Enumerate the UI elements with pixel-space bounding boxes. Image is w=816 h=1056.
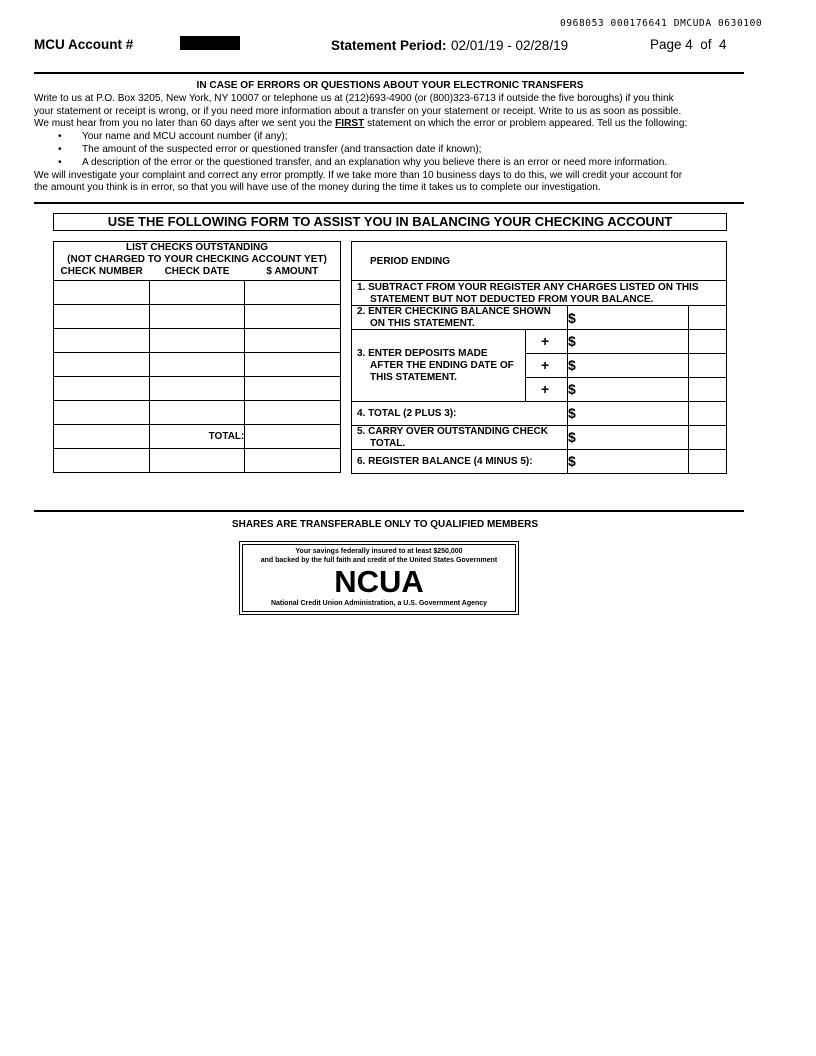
bullet-text: The amount of the suspected error or questioned transfer (and transaction date if known);: [82, 143, 482, 155]
ncua-logo-text: NCUA: [334, 564, 424, 599]
balance-form-title: USE THE FOLLOWING FORM TO ASSIST YOU IN BALANCING YOUR CHECKING ACCOUNT: [53, 213, 727, 231]
check-amount-cell[interactable]: [245, 449, 341, 473]
errors-notice-title: IN CASE OF ERRORS OR QUESTIONS ABOUT YOUR ELECTRONIC TRANSFERS: [196, 80, 584, 91]
divider-top: [34, 72, 744, 74]
table-row: [54, 401, 341, 425]
balancing-steps-box: [351, 241, 727, 474]
check-amount-cell[interactable]: [245, 377, 341, 401]
period-ending-divider: [352, 280, 726, 281]
step2-line1: 2. ENTER CHECKING BALANCE SHOWN: [357, 306, 551, 317]
checks-outstanding-table: [53, 280, 341, 473]
step1-line2: STATEMENT BUT NOT DEDUCTED FROM YOUR BALANCE.: [370, 294, 654, 305]
bullet-text: Your name and MCU account number (if any);: [82, 131, 288, 143]
check-number-cell[interactable]: [54, 449, 150, 473]
check-date-cell[interactable]: [149, 401, 245, 425]
table-row: [54, 305, 341, 329]
table-row: [54, 353, 341, 377]
step3-line3: THIS STATEMENT.: [370, 372, 457, 383]
check-date-cell[interactable]: [149, 305, 245, 329]
deposit3-dollar-sign: $: [568, 381, 576, 397]
check-number-cell[interactable]: [54, 281, 150, 305]
step5-amount-field[interactable]: [582, 426, 687, 448]
step5-dollar-sign: $: [568, 429, 576, 445]
table-row: [54, 329, 341, 353]
redacted-account-number: [180, 36, 240, 50]
ncua-line3: National Credit Union Administration, a U.S. Government Agency: [270, 600, 488, 607]
check-date-cell[interactable]: [149, 449, 245, 473]
check-date-cell[interactable]: [149, 377, 245, 401]
check-amount-cell[interactable]: [245, 353, 341, 377]
errors-bullet-list: [34, 131, 746, 169]
check-amount-cell[interactable]: [245, 329, 341, 353]
step1-line1: 1. SUBTRACT FROM YOUR REGISTER ANY CHARGES LISTED ON THIS: [357, 282, 699, 293]
account-label: MCU Account #: [34, 37, 134, 52]
check-number-cell[interactable]: [54, 425, 150, 449]
total-label: TOTAL:: [149, 425, 245, 449]
errors-line3-end: statement on which the error or problem appeared. Tell us the following:: [367, 118, 688, 130]
deposit1-dollar-sign: $: [568, 333, 576, 349]
shares-notice: SHARES ARE TRANSFERABLE ONLY TO QUALIFIED MEMBERS: [231, 519, 539, 530]
step4-dollar-sign: $: [568, 405, 576, 421]
check-number-cell[interactable]: [54, 329, 150, 353]
checks-outstanding-subheading: (NOT CHARGED TO YOUR CHECKING ACCOUNT YET): [67, 254, 327, 265]
plus-sign: +: [541, 357, 550, 373]
step4-label: 4. TOTAL (2 PLUS 3):: [357, 408, 457, 419]
errors-notice-line3: [34, 118, 746, 131]
errors-notice-line1: Write to us at P.O. Box 3205, New York, NY 10007 or telephone us at (212)693-4900 (or (800)323-6713 if outside the five boroughs) if you think: [34, 92, 674, 104]
period-ending-label: PERIOD ENDING: [370, 256, 451, 267]
step2-line2: ON THIS STATEMENT.: [370, 318, 475, 329]
deposit1-amount-field[interactable]: [582, 330, 687, 352]
checks-outstanding-heading: LIST CHECKS OUTSTANDING: [125, 242, 269, 253]
ncua-seal-inner: [242, 544, 516, 612]
errors-notice: [34, 80, 746, 195]
table-row: [54, 425, 341, 449]
step2-dollar-sign: $: [568, 310, 576, 326]
ncua-insurance-seal: [239, 541, 519, 615]
total-amount-cell[interactable]: [245, 425, 341, 449]
checks-outstanding-header: [53, 241, 341, 280]
table-row: [54, 449, 341, 473]
step2-amount-field[interactable]: [582, 306, 687, 328]
deposit3-amount-field[interactable]: [582, 378, 687, 400]
statement-period: [331, 37, 568, 55]
check-number-cell[interactable]: [54, 401, 150, 425]
errors-notice-line2: your statement or receipt is wrong, or if you need more information about a transfer on your statement or receipt. Write to us as soon as possible.: [34, 105, 682, 117]
statement-period-value: 02/01/19 - 02/28/19: [450, 38, 569, 53]
check-number-cell[interactable]: [54, 353, 150, 377]
ncua-line2: and backed by the full faith and credit of the United States Government: [260, 557, 498, 564]
plus-sign: +: [541, 333, 550, 349]
step6-dollar-sign: $: [568, 453, 576, 469]
check-date-cell[interactable]: [149, 281, 245, 305]
column-header-check-number: CHECK NUMBER: [60, 266, 143, 277]
column-header-amount: $ AMOUNT: [266, 266, 319, 277]
step5-line1: 5. CARRY OVER OUTSTANDING CHECK: [357, 426, 548, 437]
step6-amount-field[interactable]: [582, 450, 687, 472]
ocr-code-line: 0968053 000176641 DMCUDA 0630100: [560, 18, 763, 29]
bullet-text: A description of the error or the questioned transfer, and an explanation why you believe there is an error or need more information.: [82, 156, 668, 168]
step6-label: 6. REGISTER BALANCE (4 MINUS 5):: [357, 456, 533, 467]
statement-period-label: Statement Period:: [331, 38, 447, 53]
page-number: Page 4 of 4: [650, 37, 727, 52]
step4-amount-field[interactable]: [582, 402, 687, 424]
errors-line3-emphasis: FIRST: [335, 118, 365, 130]
check-amount-cell[interactable]: [245, 281, 341, 305]
errors-closing-line1: We will investigate your complaint and correct any error promptly. If we take more than 10 business days to do this, we will credit your account for: [34, 169, 683, 181]
step5-line2: TOTAL.: [370, 438, 406, 449]
step3-line1: 3. ENTER DEPOSITS MADE: [357, 348, 488, 359]
check-date-cell[interactable]: [149, 353, 245, 377]
divider-middle: [34, 202, 744, 204]
right-column-line: [688, 305, 689, 473]
errors-closing-line2: the amount you think is in error, so that you will have use of the money during the time it takes us to complete our investigation.: [34, 182, 601, 194]
check-number-cell[interactable]: [54, 305, 150, 329]
check-amount-cell[interactable]: [245, 305, 341, 329]
step3-line2: AFTER THE ENDING DATE OF: [370, 360, 514, 371]
ncua-line1: Your savings federally insured to at least $250,000: [295, 548, 463, 555]
column-header-check-date: CHECK DATE: [164, 266, 230, 277]
list-item: • A description of the error or the questioned transfer, and an explanation why you believe there is an error or need more information.: [58, 156, 668, 168]
deposit2-amount-field[interactable]: [582, 354, 687, 376]
plus-sign: +: [541, 381, 550, 397]
list-item: • Your name and MCU account number (if any);: [58, 131, 288, 143]
check-number-cell[interactable]: [54, 377, 150, 401]
deposit2-dollar-sign: $: [568, 357, 576, 373]
list-item: • The amount of the suspected error or questioned transfer (and transaction date if known);: [58, 143, 482, 155]
table-row: [54, 281, 341, 305]
plus-column-line: [525, 329, 526, 401]
check-date-cell[interactable]: [149, 329, 245, 353]
table-row: [54, 377, 341, 401]
errors-line3-start: We must hear from you no later than 60 days after we sent you the: [34, 118, 333, 130]
check-amount-cell[interactable]: [245, 401, 341, 425]
divider-bottom: [34, 510, 744, 512]
